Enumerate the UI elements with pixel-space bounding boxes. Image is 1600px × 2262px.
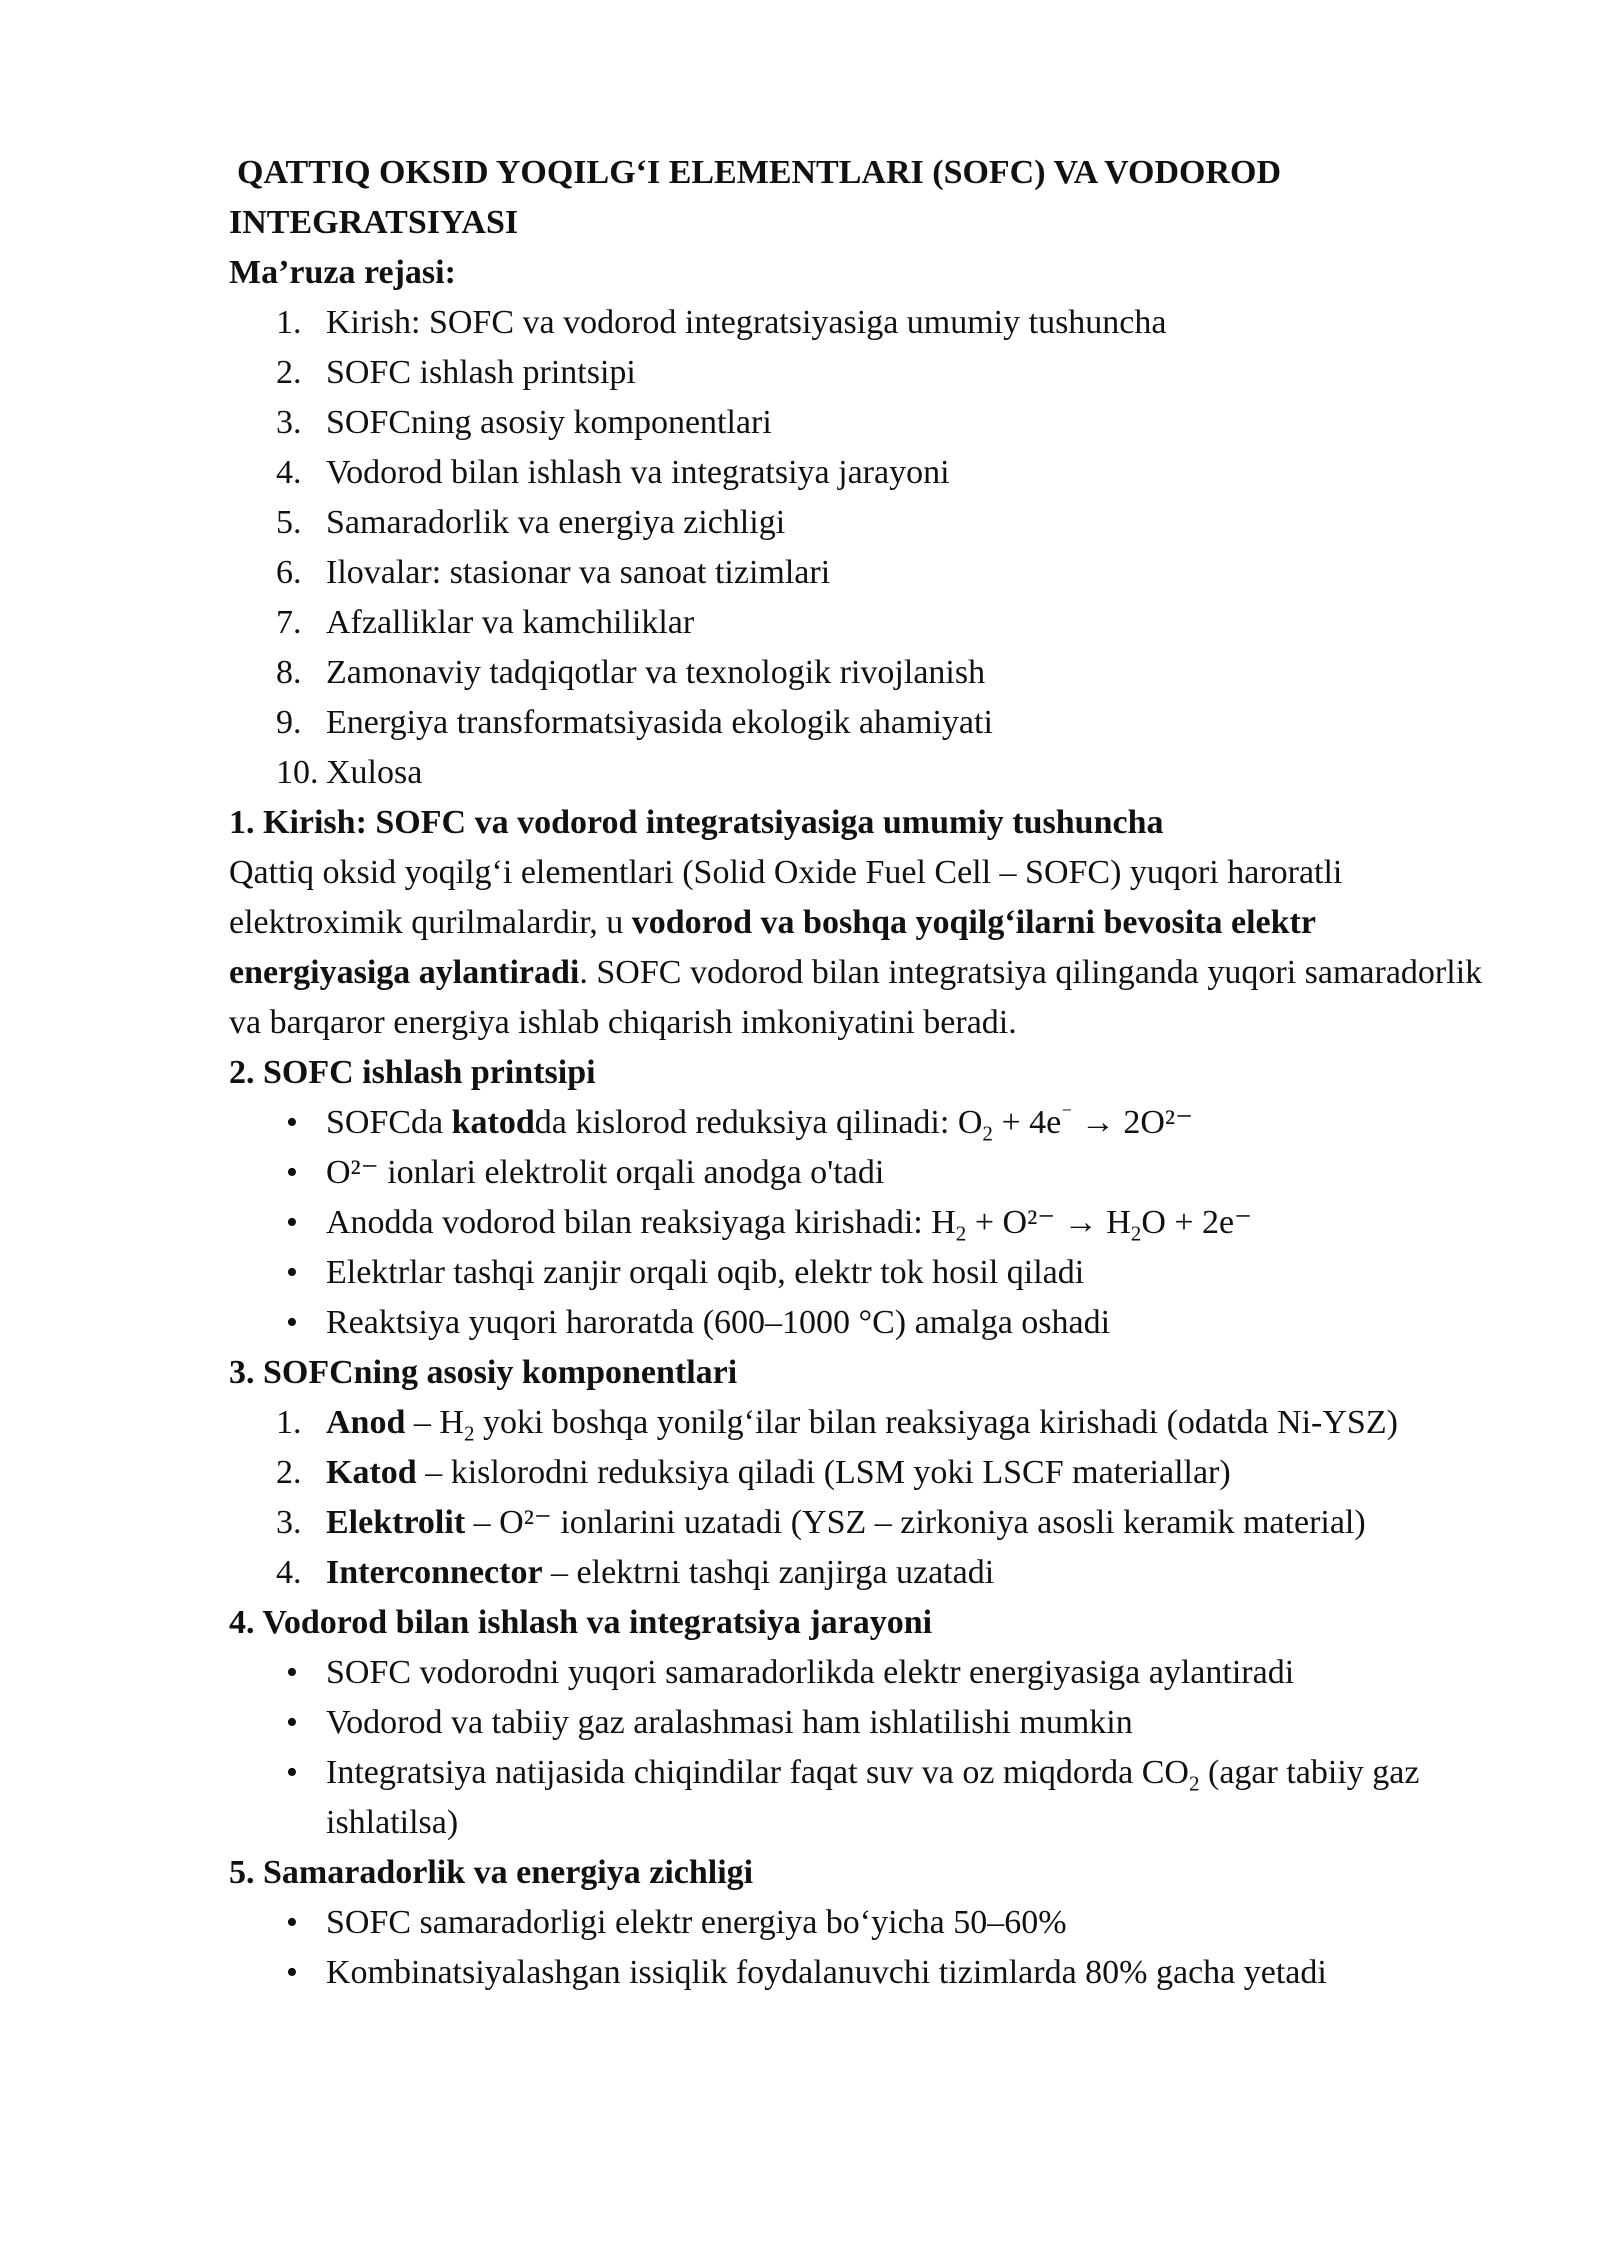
- item-number: 8.: [276, 654, 302, 691]
- item-text: + 4e: [992, 1104, 1062, 1141]
- plan-item: [229, 498, 1499, 548]
- item-text: Integratsiya natijasida chiqindilar faqat suv va oz miqdorda CO: [326, 1754, 1189, 1791]
- item-text: Samaradorlik va energiya zichligi: [326, 504, 786, 541]
- item-text: – H: [405, 1404, 464, 1441]
- list-item: [229, 1148, 1499, 1198]
- subscript: 2: [955, 1221, 967, 1246]
- item-number: 4.: [276, 1554, 302, 1591]
- item-text: SOFCda: [326, 1104, 452, 1141]
- item-emphasis: katod: [451, 1104, 535, 1141]
- item-text: O²⁻ ionlari elektrolit orqali anodga o'tadi: [326, 1154, 885, 1191]
- section-5-list: [229, 1898, 1499, 1998]
- subscript: 2: [982, 1121, 993, 1146]
- plan-item: [229, 398, 1499, 448]
- item-text: – O²⁻ ionlarini uzatadi (YSZ – zirkoniya asosli keramik material): [465, 1504, 1366, 1541]
- item-number: 1.: [276, 1404, 302, 1441]
- bullet-icon: •: [286, 1954, 298, 1991]
- document-title: [229, 148, 1499, 248]
- section-1-paragraph: [229, 848, 1499, 1048]
- item-text: da kislorod reduksiya qilinadi: O: [534, 1104, 983, 1141]
- plan-item: [229, 648, 1499, 698]
- item-text: SOFCning asosiy komponentlari: [326, 404, 772, 441]
- item-text: Anodda vodorod bilan reaksiyaga kirishadi: H: [326, 1204, 956, 1241]
- plan-item: [229, 698, 1499, 748]
- bullet-icon: •: [286, 1104, 298, 1141]
- list-item: [229, 1248, 1499, 1298]
- item-text: SOFC vodorodni yuqori samaradorlikda elektr energiyasiga aylantiradi: [326, 1654, 1295, 1691]
- item-text: – elektrni tashqi zanjirga uzatadi: [542, 1554, 995, 1591]
- item-number: 3.: [276, 1504, 302, 1541]
- list-item: [229, 1498, 1499, 1548]
- item-text: SOFC ishlash printsipi: [326, 354, 636, 391]
- item-number: 1.: [276, 304, 302, 341]
- item-text: Kombinatsiyalashgan issiqlik foydalanuvchi tizimlarda 80% gacha yetadi: [326, 1954, 1327, 1991]
- title-line-1: QATTIQ OKSID YOQILG‘I ELEMENTLARI (SOFC) VA VODOROD: [237, 154, 1282, 191]
- bullet-icon: •: [286, 1654, 298, 1691]
- item-text: – kislorodni reduksiya qiladi (LSM yoki LSCF materiallar): [416, 1454, 1231, 1491]
- bullet-icon: •: [286, 1704, 298, 1741]
- section-3-heading: 3. SOFCning asosiy komponentlari: [229, 1354, 738, 1391]
- list-item: [229, 1948, 1499, 1998]
- item-text: Ilovalar: stasionar va sanoat tizimlari: [326, 554, 831, 591]
- plan-list: [229, 298, 1499, 798]
- list-item: [229, 1448, 1499, 1498]
- item-text: Xulosa: [326, 754, 423, 791]
- subscript: 2: [1188, 1771, 1200, 1796]
- section-2-list: [229, 1098, 1499, 1348]
- bullet-icon: •: [286, 1204, 298, 1241]
- section-3-list: [229, 1398, 1499, 1598]
- plan-item: [229, 298, 1499, 348]
- item-text: Zamonaviy tadqiqotlar va texnologik rivojlanish: [326, 654, 986, 691]
- bullet-icon: •: [286, 1154, 298, 1191]
- item-emphasis: Elektrolit: [326, 1504, 466, 1541]
- plan-item: [229, 448, 1499, 498]
- item-number: 3.: [276, 404, 302, 441]
- paragraph-text: Qattiq oksid yoqilg‘i elementlari (Solid Oxide Fuel Cell – SOFC) yuqori haroratli elektroximik qurilmalardir, u: [229, 854, 1343, 941]
- paragraph-emphasis: vodorod va boshqa yoqilg‘ilarni bevosita elektr energiyasiga aylantiradi: [229, 904, 1316, 991]
- item-number: 2.: [276, 354, 302, 391]
- plan-item: [229, 548, 1499, 598]
- section-2-heading: 2. SOFC ishlash printsipi: [229, 1054, 596, 1091]
- list-item: [229, 1398, 1499, 1448]
- item-number: 7.: [276, 604, 302, 641]
- subscript: 2: [463, 1421, 475, 1446]
- item-text: SOFC samaradorligi elektr energiya bo‘yicha 50–60%: [326, 1904, 1067, 1941]
- item-text: O + 2e⁻: [1141, 1204, 1253, 1241]
- list-item: [229, 1098, 1499, 1148]
- paragraph-text: . SOFC vodorod bilan integratsiya qilinganda yuqori samaradorlik va barqaror energiya ishlab chiqarish imkoniyatini beradi.: [229, 954, 1483, 1041]
- item-number: 10.: [276, 754, 319, 791]
- plan-item: [229, 748, 1499, 798]
- section-1-heading: 1. Kirish: SOFC va vodorod integratsiyasiga umumiy tushuncha: [229, 804, 1164, 841]
- item-number: 5.: [276, 504, 302, 541]
- list-item: [229, 1198, 1499, 1248]
- subscript: 2: [1130, 1221, 1142, 1246]
- item-emphasis: Katod: [326, 1454, 417, 1491]
- bullet-icon: •: [286, 1904, 298, 1941]
- plan-item: [229, 598, 1499, 648]
- item-emphasis: Anod: [326, 1404, 406, 1441]
- item-text: (agar tabiiy gaz ishlatilsa): [326, 1754, 1420, 1841]
- item-text: + O²⁻ → H: [966, 1204, 1131, 1241]
- item-text: yoki boshqa yonilg‘ilar bilan reaksiyaga kirishadi (odatda Ni-YSZ): [474, 1404, 1398, 1441]
- section-4-heading: 4. Vodorod bilan ishlash va integratsiya jarayoni: [229, 1604, 933, 1641]
- list-item: [229, 1898, 1499, 1948]
- bullet-icon: •: [286, 1254, 298, 1291]
- item-text: → 2O²⁻: [1072, 1104, 1194, 1141]
- list-item: [229, 1698, 1499, 1748]
- item-number: 2.: [276, 1454, 302, 1491]
- list-item: [229, 1298, 1499, 1348]
- item-text: Kirish: SOFC va vodorod integratsiyasiga umumiy tushuncha: [326, 304, 1167, 341]
- item-number: 6.: [276, 554, 302, 591]
- item-text: Vodorod va tabiiy gaz aralashmasi ham ishlatilishi mumkin: [326, 1704, 1133, 1741]
- item-number: 4.: [276, 454, 302, 491]
- item-number: 9.: [276, 704, 302, 741]
- item-emphasis: Interconnector: [326, 1554, 543, 1591]
- item-text: Vodorod bilan ishlash va integratsiya jarayoni: [326, 454, 950, 491]
- plan-item: [229, 348, 1499, 398]
- list-item: [229, 1648, 1499, 1698]
- list-item: [229, 1548, 1499, 1598]
- list-item: [229, 1748, 1499, 1848]
- document-page: [229, 148, 1499, 1998]
- section-5-heading: 5. Samaradorlik va energiya zichligi: [229, 1854, 754, 1891]
- bullet-icon: •: [286, 1304, 298, 1341]
- item-text: Reaktsiya yuqori haroratda (600–1000 °C) amalga oshadi: [326, 1304, 1111, 1341]
- item-text: Elektrlar tashqi zanjir orqali oqib, elektr tok hosil qiladi: [326, 1254, 1085, 1291]
- bullet-icon: •: [286, 1754, 298, 1791]
- plan-heading: Ma’ruza rejasi:: [229, 254, 456, 291]
- item-text: Energiya transformatsiyasida ekologik ahamiyati: [326, 704, 993, 741]
- item-text: Afzalliklar va kamchiliklar: [326, 604, 695, 641]
- section-4-list: [229, 1648, 1499, 1848]
- superscript: ⁻: [1061, 1101, 1073, 1126]
- title-line-2: INTEGRATSIYASI: [229, 204, 519, 241]
